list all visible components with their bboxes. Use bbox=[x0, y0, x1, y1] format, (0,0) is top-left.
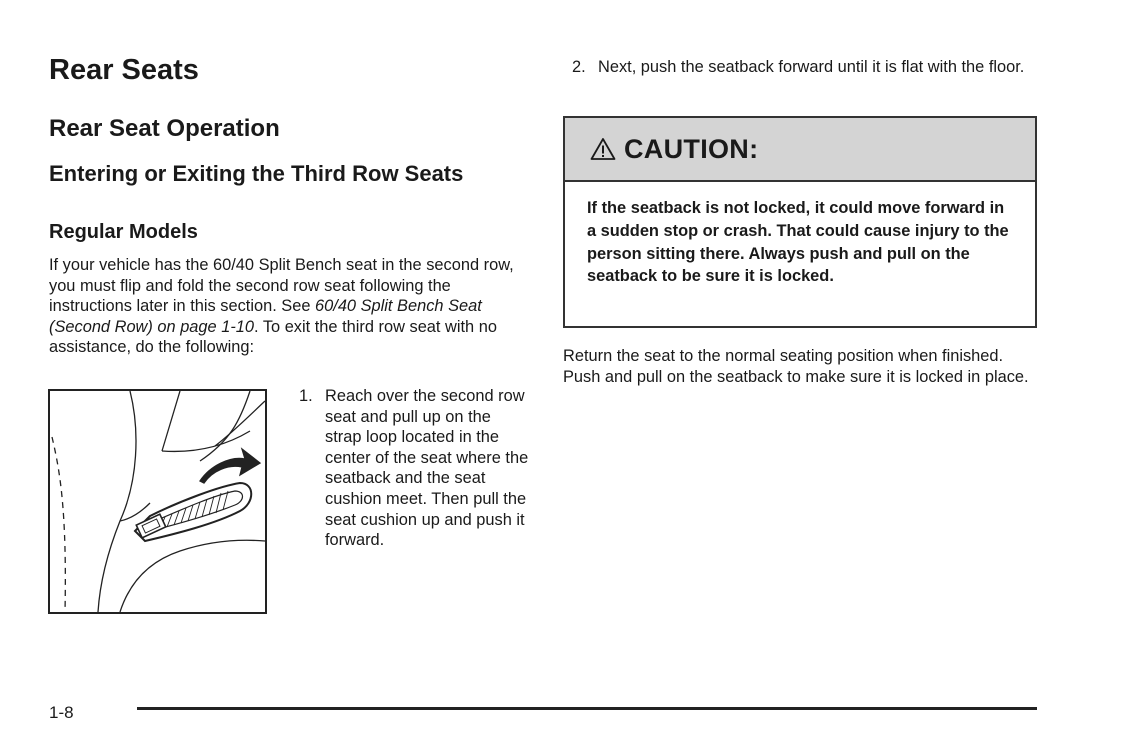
step-1-number: 1. bbox=[299, 387, 313, 405]
intro-text-after: . To exit the third row seat with no assistance, do the following: bbox=[49, 317, 497, 357]
step-1-text: Reach over the second row seat and pull up on the strap loop located in the center of the seat where the seatback and the seat cushion meet. Then pull the seat cushion up and push it forward. bbox=[325, 387, 529, 550]
page-title: Rear Seats bbox=[49, 54, 199, 86]
caution-box bbox=[563, 116, 1037, 328]
step-1 bbox=[299, 386, 529, 551]
footer-rule bbox=[137, 707, 1037, 710]
intro-paragraph bbox=[49, 255, 529, 358]
section-heading: Rear Seat Operation bbox=[49, 115, 280, 142]
cross-reference-link[interactable]: 60/40 Split Bench Seat (Second Row) on page 1-10 bbox=[49, 297, 482, 336]
closing-paragraph: Return the seat to the normal seating position when finished. Push and pull on the seatback to make sure it is locked in place. bbox=[563, 347, 1029, 386]
caution-header bbox=[565, 118, 1035, 182]
step-2-text: Next, push the seatback forward until it is flat with the floor. bbox=[598, 58, 1025, 76]
subsection-heading: Entering or Exiting the Third Row Seats bbox=[49, 161, 464, 186]
step-2-number: 2. bbox=[572, 58, 586, 76]
page-number: 1-8 bbox=[49, 703, 74, 722]
caution-text: If the seatback is not locked, it could move forward in a sudden stop or crash. That could cause injury to the person sitting there. Always push and pull on the seatback to be sure it is locked. bbox=[587, 199, 1009, 286]
caution-title: CAUTION: bbox=[624, 133, 759, 164]
warning-triangle-icon bbox=[590, 137, 616, 161]
model-heading: Regular Models bbox=[49, 221, 198, 243]
intro-text-before: If your vehicle has the 60/40 Split Bench seat in the second row, you must flip and fold the second row seat following the instructions later in this section. See bbox=[49, 256, 514, 316]
step-2 bbox=[572, 57, 1042, 78]
strap-loop-illustration bbox=[48, 389, 267, 614]
